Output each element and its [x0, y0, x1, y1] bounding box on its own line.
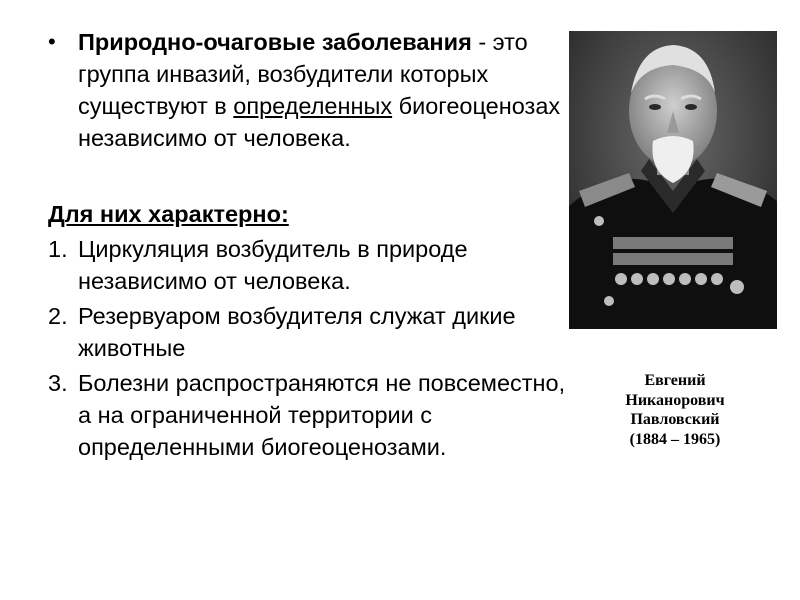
item-text: Циркуляция возбудитель в природе независимо от человека. — [78, 236, 468, 294]
portrait-caption — [590, 371, 760, 449]
caption-line: Никанорович — [625, 391, 725, 409]
intro-text-part-2: биогеоценозах независимо от человека. — [78, 93, 561, 151]
item-number: 3. — [48, 370, 68, 396]
bullet-dot: • — [48, 29, 56, 54]
intro-bullet — [48, 26, 568, 154]
characteristics-heading: Для них характерно: — [48, 201, 289, 227]
characteristic-item — [48, 300, 568, 364]
item-text: Резервуаром возбудителя служат дикие животные — [78, 303, 516, 361]
item-text: Болезни распространяются не повсеместно, а на ограниченной территории с определенными биогеоценозами. — [78, 370, 566, 460]
item-number: 1. — [48, 236, 68, 262]
caption-line: (1884 – 1965) — [629, 430, 721, 448]
caption-line: Павловский — [630, 411, 720, 428]
intro-underlined-word: определенных — [233, 93, 393, 119]
characteristic-item — [48, 233, 568, 297]
portrait-illustration — [569, 31, 777, 329]
portrait-photo — [569, 31, 777, 329]
caption-line: Евгений — [644, 372, 706, 389]
main-text — [48, 26, 568, 463]
characteristic-item — [48, 367, 568, 463]
spacer — [48, 154, 568, 198]
item-number: 2. — [48, 303, 68, 329]
intro-term: Природно-очаговые заболевания — [78, 29, 472, 55]
intro-text-part-1: - это группа инвазий, возбудители которых существуют в — [78, 29, 528, 119]
